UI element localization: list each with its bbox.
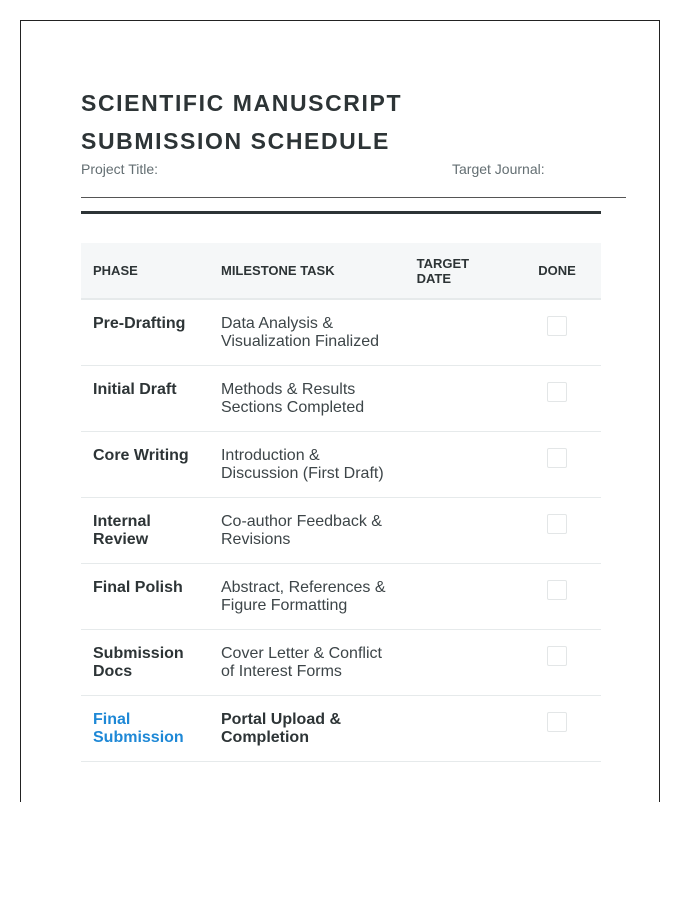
done-cell: [513, 695, 601, 761]
table-row: [81, 695, 601, 761]
done-checkbox[interactable]: [547, 580, 567, 600]
task-cell: Abstract, References & Figure Formatting: [209, 563, 405, 629]
table-row: [81, 629, 601, 695]
header-target-date-label: TARGET DATE: [416, 255, 470, 286]
done-cell: [513, 299, 601, 365]
target-date-cell[interactable]: [405, 629, 513, 695]
table-row: [81, 431, 601, 497]
done-cell: [513, 365, 601, 431]
done-cell: [513, 431, 601, 497]
phase-cell: Core Writing: [81, 431, 209, 497]
target-date-cell[interactable]: [405, 431, 513, 497]
task-cell: Cover Letter & Conflict of Interest Forms: [209, 629, 405, 695]
done-cell: [513, 497, 601, 563]
document-page: [20, 20, 660, 802]
target-date-cell[interactable]: [405, 365, 513, 431]
done-checkbox[interactable]: [547, 316, 567, 336]
project-title-label: Project Title:: [81, 161, 159, 177]
header-phase: PHASE: [81, 243, 209, 299]
done-checkbox[interactable]: [547, 382, 567, 402]
task-cell: Introduction & Discussion (First Draft): [209, 431, 405, 497]
phase-cell: Pre-Drafting: [81, 299, 209, 365]
done-checkbox[interactable]: [547, 646, 567, 666]
target-journal-label: Target Journal:: [452, 161, 545, 177]
task-cell: Portal Upload & Completion: [209, 695, 405, 761]
done-cell: [513, 563, 601, 629]
phase-cell: Final Submission: [81, 695, 209, 761]
table-row: [81, 497, 601, 563]
table-row: [81, 563, 601, 629]
meta-fields: [81, 161, 626, 179]
header-target-date: [405, 243, 513, 299]
task-cell: Methods & Results Sections Completed: [209, 365, 405, 431]
header-task: MILESTONE TASK: [209, 243, 405, 299]
done-checkbox[interactable]: [547, 712, 567, 732]
done-cell: [513, 629, 601, 695]
schedule-table: [81, 243, 601, 762]
task-cell: Data Analysis & Visualization Finalized: [209, 299, 405, 365]
done-checkbox[interactable]: [547, 514, 567, 534]
task-cell: Co-author Feedback & Revisions: [209, 497, 405, 563]
page-title: [81, 84, 481, 160]
meta-underline: [81, 197, 626, 198]
title-line-1: SCIENTIFIC MANUSCRIPT: [81, 90, 403, 116]
phase-cell: Submission Docs: [81, 629, 209, 695]
table-row: [81, 299, 601, 365]
table-header-row: [81, 243, 601, 299]
target-date-cell[interactable]: [405, 563, 513, 629]
phase-cell: Final Polish: [81, 563, 209, 629]
target-date-cell[interactable]: [405, 497, 513, 563]
done-checkbox[interactable]: [547, 448, 567, 468]
header-divider: [81, 211, 601, 214]
target-date-cell[interactable]: [405, 299, 513, 365]
table-row: [81, 365, 601, 431]
header-done: DONE: [513, 243, 601, 299]
title-line-2: SUBMISSION SCHEDULE: [81, 128, 390, 154]
phase-cell: Internal Review: [81, 497, 209, 563]
phase-cell: Initial Draft: [81, 365, 209, 431]
target-date-cell[interactable]: [405, 695, 513, 761]
